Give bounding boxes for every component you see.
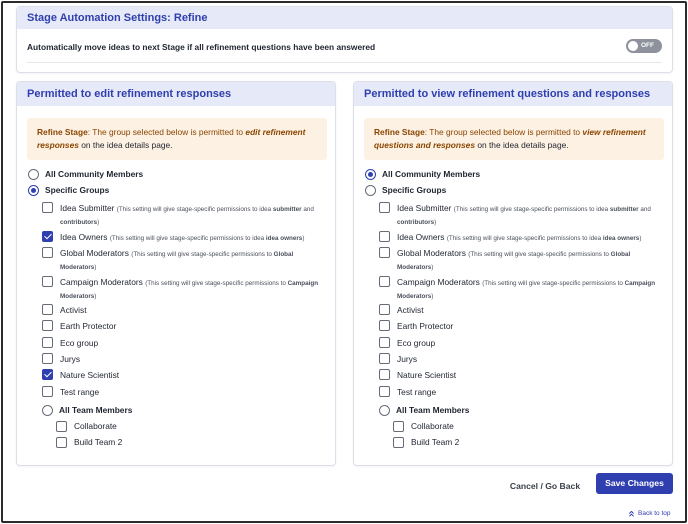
team-checkbox-build-team-2[interactable] [393, 437, 404, 448]
all-community-option[interactable] [365, 169, 480, 180]
note-part: (This setting will give stage-specific permissions to [468, 251, 611, 258]
note-part: ) [434, 219, 437, 226]
group-text [60, 247, 330, 273]
group-checkbox-eco-group[interactable] [42, 337, 53, 348]
specific-groups-radio[interactable] [28, 185, 39, 196]
team-label: Build Team 2 [74, 437, 123, 447]
group-option-global-moderators[interactable] [379, 247, 667, 273]
group-checkbox-nature-scientist[interactable] [42, 369, 53, 380]
notice-end: on the idea details page. [475, 140, 569, 150]
group-label: Global Moderators [60, 248, 129, 258]
all-team-members-label: All Team Members [396, 405, 470, 415]
edit-permissions-title: Permitted to edit refinement responses [17, 82, 335, 106]
note-part: (This setting will give stage-specific permissions to [145, 280, 288, 287]
group-text [60, 320, 330, 332]
group-checkbox-eco-group[interactable] [379, 337, 390, 348]
specific-groups-label: Specific Groups [45, 185, 110, 195]
group-checkbox-jurys[interactable] [379, 353, 390, 364]
group-option-idea-submitter[interactable] [379, 202, 667, 228]
group-label: Idea Submitter [60, 203, 115, 213]
group-label: Idea Submitter [397, 203, 452, 213]
all-community-label: All Community Members [45, 169, 144, 179]
note-part: ) [431, 293, 434, 300]
team-label: Collaborate [411, 421, 454, 431]
group-note [447, 235, 642, 242]
group-text [397, 369, 667, 381]
group-text [397, 276, 667, 302]
note-part: (This setting will give stage-specific permissions to [482, 280, 625, 287]
notice-stage: Refine Stage [37, 127, 88, 137]
all-community-radio[interactable] [28, 169, 39, 180]
double-chevron-up-icon [628, 510, 635, 517]
stage-automation-title: Stage Automation Settings: Refine [17, 7, 672, 29]
group-label: Nature Scientist [60, 370, 120, 380]
note-bold: Campaign Moderators [60, 280, 319, 300]
group-text [397, 337, 667, 349]
group-checkbox-test-range[interactable] [379, 386, 390, 397]
back-to-top-label: Back to top [638, 510, 671, 517]
divider [27, 62, 662, 63]
back-to-top-link[interactable] [628, 510, 671, 517]
all-community-option[interactable] [28, 169, 143, 180]
group-option-eco-group[interactable] [379, 337, 667, 349]
group-label: Nature Scientist [397, 370, 457, 380]
group-label: Jurys [60, 354, 81, 364]
all-team-members-label: All Team Members [59, 405, 133, 415]
view-permissions-title: Permitted to view refinement questions and responses [354, 82, 672, 106]
group-note [110, 235, 305, 242]
group-label: Eco group [397, 338, 436, 348]
note-part: ) [431, 264, 434, 271]
notice-text: : The group selected below is permitted to [424, 127, 583, 137]
edit-permissions-panel [16, 81, 336, 466]
group-option-global-moderators[interactable] [42, 247, 330, 273]
specific-groups-label: Specific Groups [382, 185, 447, 195]
group-text [60, 369, 330, 381]
team-checkbox-collaborate[interactable] [56, 421, 67, 432]
group-option-activist[interactable] [42, 304, 330, 316]
group-checkbox-idea-owners[interactable] [42, 231, 53, 242]
group-text [397, 320, 667, 332]
group-text [60, 231, 330, 244]
notice-text: : The group selected below is permitted to [87, 127, 246, 137]
group-label: Idea Owners [60, 232, 108, 242]
group-checkbox-nature-scientist[interactable] [379, 369, 390, 380]
all-team-members-radio[interactable] [42, 405, 53, 416]
group-label: Campaign Moderators [60, 277, 143, 287]
group-checkbox-global-moderators[interactable] [379, 247, 390, 258]
note-part: ) [302, 235, 305, 242]
note-part: ) [639, 235, 642, 242]
group-text [60, 337, 330, 349]
note-bold: contributors [60, 219, 98, 226]
view-permissions-notice [364, 118, 664, 160]
all-community-label: All Community Members [382, 169, 481, 179]
group-option-jurys[interactable] [42, 353, 330, 365]
specific-groups-option[interactable] [365, 185, 446, 196]
group-checkbox-idea-submitter[interactable] [379, 202, 390, 213]
group-label: Test range [397, 387, 437, 397]
note-bold: idea owners [265, 235, 303, 242]
edit-permissions-notice [27, 118, 327, 160]
group-label: Jurys [397, 354, 418, 364]
group-checkbox-activist[interactable] [379, 304, 390, 315]
note-part: and [638, 206, 651, 213]
group-text [397, 231, 667, 244]
save-changes-button[interactable]: Save Changes [596, 473, 673, 494]
group-checkbox-earth-protector[interactable] [42, 320, 53, 331]
group-checkbox-earth-protector[interactable] [379, 320, 390, 331]
group-option-activist[interactable] [379, 304, 667, 316]
group-option-earth-protector[interactable] [42, 320, 330, 332]
group-label: Activist [60, 305, 87, 315]
auto-move-toggle[interactable] [626, 39, 662, 53]
group-label: Activist [397, 305, 424, 315]
group-checkbox-idea-owners[interactable] [379, 231, 390, 242]
group-text [397, 304, 667, 316]
group-option-nature-scientist[interactable] [379, 369, 667, 381]
note-bold: Global Moderators [397, 251, 631, 271]
all-team-members-option[interactable] [379, 405, 469, 416]
specific-groups-option[interactable] [28, 185, 109, 196]
group-option-campaign-moderators[interactable] [42, 276, 330, 302]
group-option-earth-protector[interactable] [379, 320, 667, 332]
note-part: ) [94, 293, 97, 300]
notice-end: on the idea details page. [78, 140, 173, 150]
notice-emphasis: view refinement questions and responses [374, 127, 646, 150]
auto-move-label: Automatically move ideas to next Stage if all refinement questions have been answered [27, 42, 376, 52]
team-option-build-team-2[interactable] [56, 437, 122, 448]
note-part: (This setting will give stage-specific permissions to idea [453, 206, 610, 213]
note-bold: submitter [609, 206, 639, 213]
group-text [60, 386, 330, 398]
note-bold: Campaign Moderators [397, 280, 656, 300]
team-option-collaborate[interactable] [393, 421, 454, 432]
group-text [397, 247, 667, 273]
group-option-nature-scientist[interactable] [42, 369, 330, 381]
group-text [60, 353, 330, 365]
note-bold: contributors [397, 219, 435, 226]
specific-groups-radio[interactable] [365, 185, 376, 196]
notice-stage: Refine Stage [374, 127, 425, 137]
team-label: Collaborate [74, 421, 117, 431]
note-part: ) [97, 219, 100, 226]
group-checkbox-global-moderators[interactable] [42, 247, 53, 258]
note-part: (This setting will give stage-specific permissions to idea [116, 206, 273, 213]
group-option-idea-owners[interactable] [379, 231, 667, 244]
group-option-campaign-moderators[interactable] [379, 276, 667, 302]
note-bold: submitter [272, 206, 302, 213]
all-team-members-radio[interactable] [379, 405, 390, 416]
notice-emphasis: edit refinement responses [37, 127, 306, 150]
group-text [397, 202, 667, 228]
group-option-jurys[interactable] [379, 353, 667, 365]
view-permissions-panel [353, 81, 673, 466]
group-checkbox-campaign-moderators[interactable] [42, 276, 53, 287]
group-checkbox-campaign-moderators[interactable] [379, 276, 390, 287]
team-label: Build Team 2 [411, 437, 460, 447]
group-label: Global Moderators [397, 248, 466, 258]
cancel-button[interactable]: Cancel / Go Back [505, 476, 585, 496]
note-bold: idea owners [602, 235, 640, 242]
toggle-state-label: OFF [641, 42, 654, 49]
note-bold: Global Moderators [60, 251, 294, 271]
stage-automation-card [16, 6, 673, 73]
note-part: and [301, 206, 314, 213]
group-checkbox-idea-submitter[interactable] [42, 202, 53, 213]
group-option-idea-submitter[interactable] [42, 202, 330, 228]
group-option-test-range[interactable] [379, 386, 667, 398]
group-text [397, 353, 667, 365]
team-option-collaborate[interactable] [56, 421, 117, 432]
note-part: (This setting will give stage-specific permissions to idea [109, 235, 266, 242]
group-label: Campaign Moderators [397, 277, 480, 287]
group-text [60, 304, 330, 316]
group-label: Test range [60, 387, 100, 397]
group-option-eco-group[interactable] [42, 337, 330, 349]
group-label: Idea Owners [397, 232, 445, 242]
group-option-test-range[interactable] [42, 386, 330, 398]
group-checkbox-test-range[interactable] [42, 386, 53, 397]
group-text [397, 386, 667, 398]
group-text [60, 202, 330, 228]
group-text [60, 276, 330, 302]
group-label: Earth Protector [397, 321, 454, 331]
team-checkbox-build-team-2[interactable] [56, 437, 67, 448]
note-part: (This setting will give stage-specific permissions to [131, 251, 274, 258]
group-label: Earth Protector [60, 321, 117, 331]
group-option-idea-owners[interactable] [42, 231, 330, 244]
group-label: Eco group [60, 338, 99, 348]
group-checkbox-jurys[interactable] [42, 353, 53, 364]
group-checkbox-activist[interactable] [42, 304, 53, 315]
team-option-build-team-2[interactable] [393, 437, 459, 448]
note-part: (This setting will give stage-specific permissions to idea [446, 235, 603, 242]
note-part: ) [94, 264, 97, 271]
all-community-radio[interactable] [365, 169, 376, 180]
toggle-knob [628, 41, 638, 51]
all-team-members-option[interactable] [42, 405, 132, 416]
team-checkbox-collaborate[interactable] [393, 421, 404, 432]
